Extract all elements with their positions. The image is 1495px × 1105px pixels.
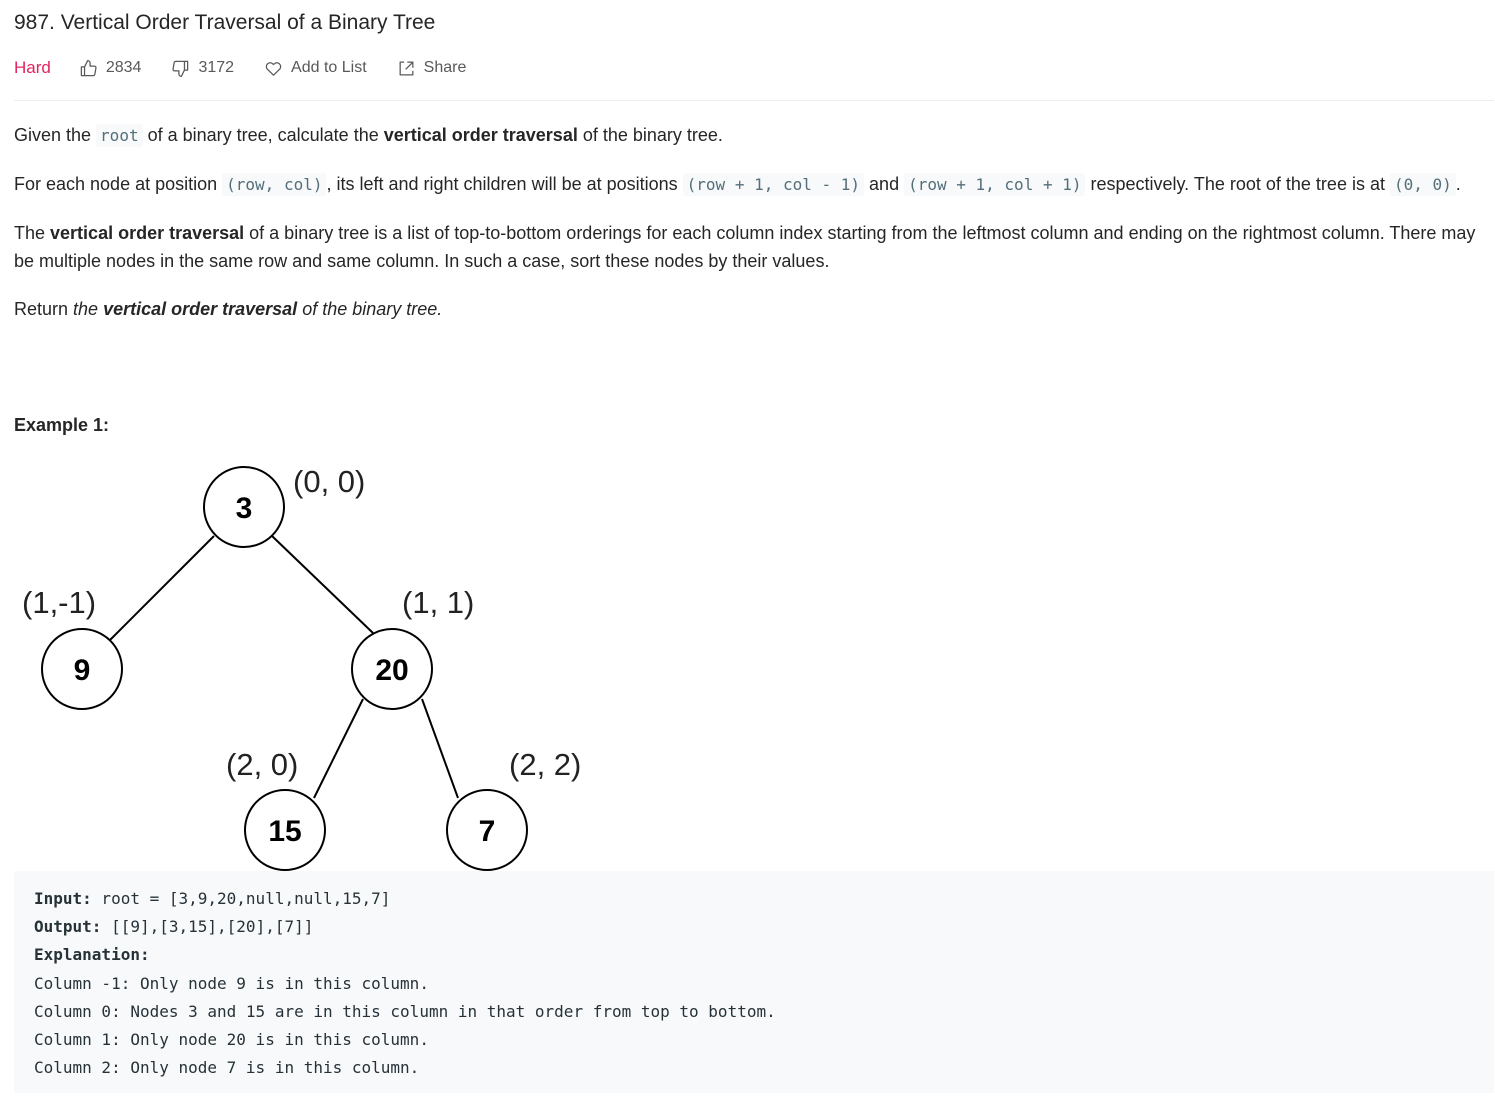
output-value: [[9],[3,15],[20],[7]] [101,917,314,937]
tree-node-coordinate: (1,-1) [22,585,97,620]
share-icon [397,59,416,78]
text: of the binary tree. [577,125,723,145]
explanation-line: Column 2: Only node 7 is in this column. [34,1058,420,1078]
tree-node-coordinate: (0, 0) [293,464,366,499]
thumbs-down-icon [171,59,190,78]
add-to-list-button[interactable] [264,59,367,78]
text: For each node at position [14,174,223,194]
share-label: Share [423,59,467,76]
tree-edge [110,536,214,640]
text: , its left and right children will be at positions [326,174,683,194]
problem-title: 987. Vertical Order Traversal of a Binary Tree [14,11,436,34]
bold-text: vertical order traversal [50,223,245,243]
text: and [864,174,905,194]
text: of a binary tree, calculate the [142,125,384,145]
like-count: 2834 [105,59,142,76]
tree-node-value: 9 [73,654,91,687]
inline-code: root [96,124,143,147]
tree-node-coordinate: (2, 2) [509,747,582,782]
example-output-line [34,913,1474,941]
tree-edge [422,699,458,798]
input-label: Input: [34,889,92,908]
explanation-line: Column 1: Only node 20 is in this column. [34,1030,429,1050]
example-1-io-block [14,871,1494,1093]
text: . [1455,174,1461,194]
example-1-title: Example 1: [14,415,110,435]
problem-description [14,121,1492,343]
description-paragraph-1 [14,121,1492,150]
text: The [14,223,51,243]
header-divider [14,100,1494,101]
description-paragraph-4 [14,295,1492,323]
binary-tree-diagram [0,455,700,875]
tree-edge [314,699,363,798]
inline-code: (0, 0) [1390,173,1456,196]
tree-node-value: 3 [235,492,253,525]
text: Given the [14,125,97,145]
italic-text: the [73,299,104,319]
inline-code: (row + 1, col - 1) [683,173,864,196]
difficulty-badge: Hard [14,58,51,77]
add-to-list-label: Add to List [291,59,367,76]
tree-edge [272,536,373,633]
text: of a binary tree is a list of top-to-bottom orderings for each column index starting from the leftmost column and ending on the rightmost column. There may be multiple nodes in the same row and same column. In such a case, sort these nodes by their values. [14,223,1476,271]
input-value: root = [3,9,20,null,null,15,7] [91,889,391,908]
heart-icon [264,59,283,78]
dislike-count: 3172 [198,59,235,76]
dislike-button[interactable] [171,59,234,78]
tree-node-value: 15 [268,815,302,848]
text: Return [14,299,74,319]
description-paragraph-2 [14,170,1492,199]
tree-node-coordinate: (2, 0) [226,747,299,782]
description-paragraph-3 [14,219,1492,275]
text: respectively. The root of the tree is at [1085,174,1390,194]
bold-text: vertical order traversal [383,125,578,145]
tree-node-value: 7 [478,815,496,848]
explanation-line: Column 0: Nodes 3 and 15 are in this column in that order from top to bottom. [34,1001,776,1021]
explanation-label: Explanation: [34,945,150,965]
share-button[interactable] [397,59,467,78]
example-explanation-label [34,941,1474,969]
explanation-line: Column -1: Only node 9 is in this column. [34,973,429,993]
like-button[interactable] [79,59,142,78]
thumbs-up-icon [79,59,98,78]
italic-text: of the binary tree. [297,299,443,319]
tree-node-value: 20 [375,654,409,687]
output-label: Output: [34,917,102,937]
bold-italic-text: vertical order traversal [103,299,298,319]
problem-meta-bar [14,56,496,80]
example-input-line [34,885,1474,913]
inline-code: (row, col) [222,173,326,196]
tree-node-coordinate: (1, 1) [402,585,475,620]
inline-code: (row + 1, col + 1) [904,173,1085,196]
